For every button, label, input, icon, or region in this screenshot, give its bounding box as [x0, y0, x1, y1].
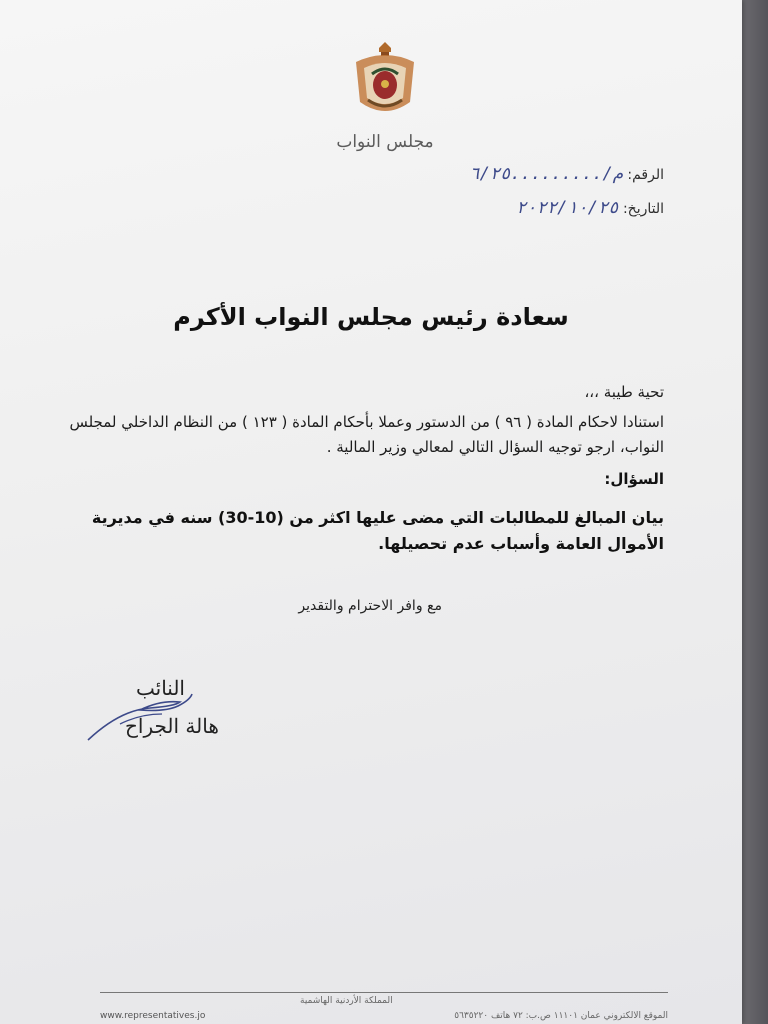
reference-label: الرقم	[632, 167, 664, 183]
footer-divider	[100, 992, 668, 993]
date-label: التاريخ	[627, 201, 664, 217]
background-edge	[738, 0, 768, 1024]
coat-of-arms-emblem	[350, 40, 420, 122]
footer-contacts: الموقع الالكتروني عمان ١١١٠١ ص.ب: ٧٢ هاتف ٥٦٣٥٢٢٠	[454, 1011, 668, 1021]
footer-website: www.representatives.jo	[100, 1011, 206, 1021]
closing-line: مع وافر الاحترام والتقدير	[298, 598, 442, 614]
question-label: السؤال:	[604, 470, 664, 488]
signatory-name: هالة الجراح	[125, 714, 219, 738]
date-value: ٢٠٢٢/١٠/٢٥	[516, 198, 619, 218]
intro-paragraph: استنادا لاحكام المادة ( ٩٦ ) من الدستور وعملا بأحكام المادة ( ١٢٣ ) من النظام الداخلي لمجلس النواب، ارجو توجيه السؤال التالي لمعالي وزير المالية .	[69, 413, 664, 456]
question-text: بيان المبالغ للمطالبات التي مضى عليها اكثر من (10-30) سنه في مديرية الأموال العامة وأسباب عدم تحصيلها.	[91, 508, 664, 553]
handwritten-signature	[80, 680, 210, 750]
signatory-title: النائب	[136, 676, 185, 700]
footer-seal-text: المملكة الأردنية الهاشمية	[300, 996, 393, 1006]
reference-number-value: م/.........٦/٢٥	[469, 164, 623, 184]
greeting: تحية طيبة ،،،	[584, 383, 664, 401]
date-row: التاريخ: ٢٠٢٢/١٠/٢٥	[516, 198, 664, 218]
council-name-logotype: مجلس النواب	[336, 132, 434, 152]
reference-number-row: الرقم: م/.........٦/٢٥	[469, 164, 664, 184]
recipient-heading: سعادة رئيس مجلس النواب الأكرم	[173, 303, 569, 331]
